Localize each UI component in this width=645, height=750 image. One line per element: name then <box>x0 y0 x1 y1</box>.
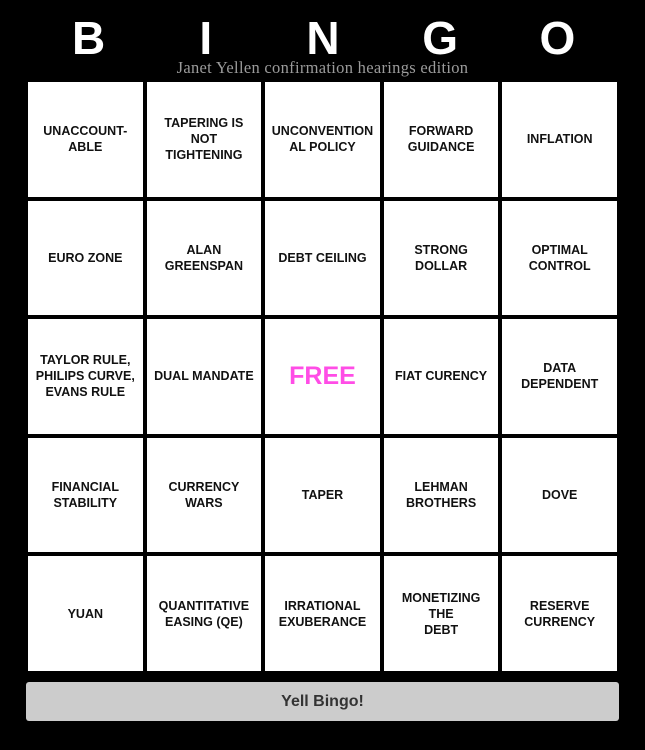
bingo-cell[interactable] <box>384 82 499 197</box>
bingo-cell[interactable] <box>502 82 617 197</box>
bingo-cell[interactable] <box>28 82 143 197</box>
cell-label: TAPERING IS NOT TIGHTENING <box>164 116 244 163</box>
edition-subtitle: Janet Yellen confirmation hearings edition <box>176 58 469 77</box>
bingo-cell[interactable] <box>28 319 143 434</box>
bingo-cell[interactable] <box>28 438 143 553</box>
bingo-cell[interactable] <box>384 319 499 434</box>
cell-label: ALAN GREENSPAN <box>164 242 244 273</box>
cell-label: EURO ZONE <box>48 250 123 265</box>
cell-label: OPTIMAL CONTROL <box>528 242 591 273</box>
cell-label: TAYLOR RULE, PHILIPS CURVE, EVANS RULE <box>35 353 135 400</box>
bingo-board <box>28 82 617 671</box>
bingo-cell[interactable] <box>147 438 262 553</box>
bingo-cell[interactable] <box>28 556 143 671</box>
cell-label: STRONG DOLLAR <box>414 242 468 273</box>
bingo-cell[interactable] <box>147 556 262 671</box>
bingo-cell[interactable] <box>265 556 380 671</box>
cell-label: IRRATIONAL EXUBERANCE <box>278 598 367 629</box>
cell-label: DEBT CEILING <box>278 250 367 265</box>
free-space-label: FREE <box>289 362 356 391</box>
bingo-cell[interactable] <box>384 438 499 553</box>
bingo-cell[interactable] <box>502 556 617 671</box>
bingo-cell[interactable] <box>384 201 499 316</box>
bingo-cell[interactable] <box>28 201 143 316</box>
bingo-cell[interactable] <box>147 82 262 197</box>
bingo-cell[interactable] <box>384 556 499 671</box>
cell-label: UNACCOUNT- ABLE <box>43 124 128 155</box>
letter-b: B <box>71 12 106 64</box>
cell-label: YUAN <box>67 606 103 621</box>
bingo-cell[interactable] <box>147 319 262 434</box>
cell-label: FINANCIAL STABILITY <box>51 480 119 511</box>
cell-label: DOVE <box>541 488 578 503</box>
free-space-cell[interactable] <box>265 319 380 434</box>
cell-label: QUANTITATIVE EASING (QE) <box>158 598 250 629</box>
letter-o: O <box>539 12 576 64</box>
cell-label: LEHMAN BROTHERS <box>406 480 477 511</box>
bingo-cell[interactable] <box>147 201 262 316</box>
bingo-cell[interactable] <box>502 438 617 553</box>
cell-label: CURRENCY WARS <box>168 480 240 511</box>
cell-label: INFLATION <box>526 132 593 147</box>
yell-bingo-button[interactable]: Yell Bingo! <box>26 682 619 721</box>
cell-label: MONETIZING THE DEBT <box>401 590 481 637</box>
cell-label: TAPER <box>301 488 344 503</box>
cell-label: FIAT CURENCY <box>395 369 488 384</box>
bingo-cell[interactable] <box>265 82 380 197</box>
bingo-cell[interactable] <box>265 438 380 553</box>
letter-g: G <box>422 12 459 64</box>
cell-label: UNCONVENTION AL POLICY <box>271 124 374 155</box>
bingo-cell[interactable] <box>265 201 380 316</box>
cell-label: DUAL MANDATE <box>154 369 254 384</box>
letter-i: I <box>199 12 213 64</box>
cell-label: RESERVE CURRENCY <box>524 598 596 629</box>
bingo-cell[interactable] <box>502 201 617 316</box>
letter-n: N <box>306 12 340 64</box>
cell-label: DATA DEPENDENT <box>521 361 599 392</box>
bingo-cell[interactable] <box>502 319 617 434</box>
bingo-header <box>0 0 645 82</box>
cell-label: FORWARD GUIDANCE <box>407 124 475 155</box>
